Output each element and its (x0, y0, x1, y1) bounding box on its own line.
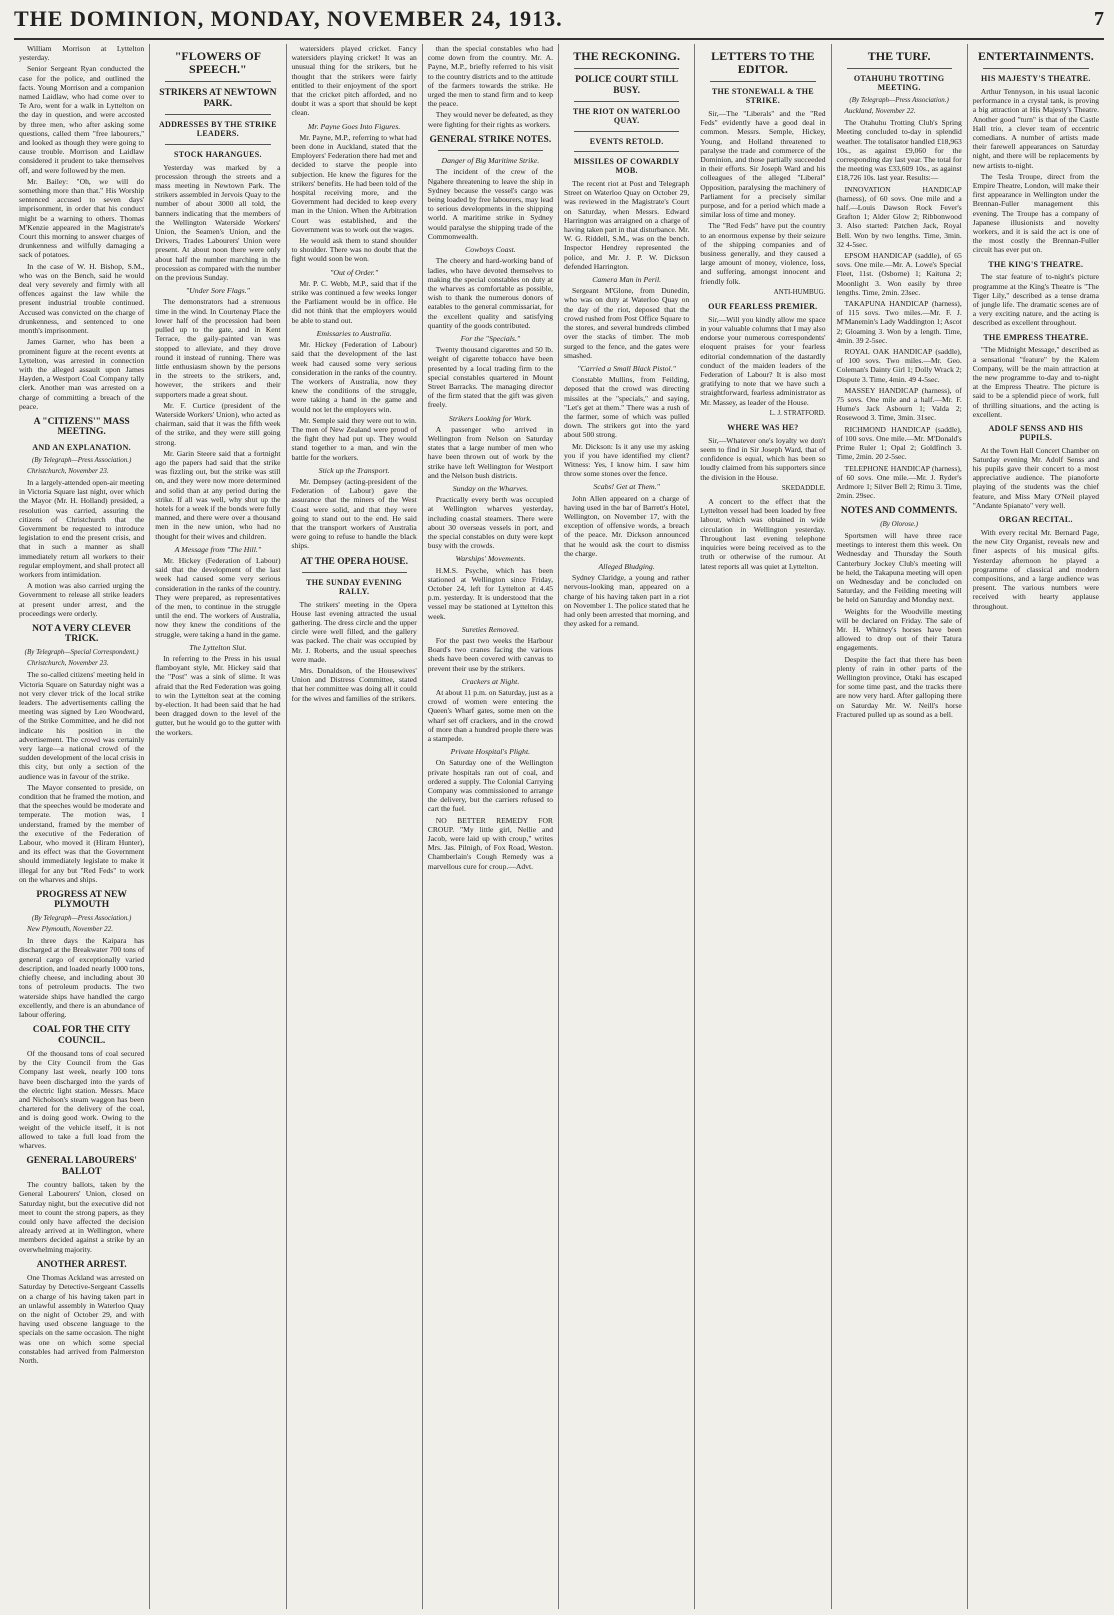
article-paragraph: One Thomas Ackland was arrested on Saturday by Detective-Sergeant Cassells on a charge of his having taken part in an unlawful assembly in Waterloo Quay on the night of October 29, and with having used obscene language to the specials on the same occasion. The night was one on which some special constables had arrived from Palmerston North. (19, 1273, 145, 1365)
article-paragraph: INNOVATION HANDICAP (harness), of 60 sovs. One mile and a half.—Louis Dawson Rock Fever's Grafton 1; Alder Glow 2; Ribbonwood 3. Also started: Patchen Jack, Royal Bell. Won by two lengths. Time, 3min. 32 4-5sec. (836, 184, 962, 249)
column-3 (287, 44, 423, 1609)
article-paragraph: With every recital Mr. Bernard Page, the new City Organist, reveals new and finer aspects of his musical gifts. Yesterday afternoon he played a programme of classical and modern compositions, and a large audience was present. The various numbers were received with hearty applause throughout. (972, 527, 1099, 611)
article-headline: A "CITIZENS'" MASS MEETING. (33, 416, 130, 438)
dateline: Christchurch, November 23. (27, 659, 109, 668)
dateline: Auckland, November 22. (844, 106, 916, 115)
section-headline: LETTERS TO THE EDITOR. (711, 49, 815, 77)
column-6 (695, 44, 831, 1609)
article-paragraph: Arthur Tennyson, in his usual laconic performance in a crystal tank, is proving a big attraction at His Majesty's Theatre. Another good "turn" is that of the Castle Hall trio, a clever team of eccentric comedians. A number of artists made their farewell appearances on Saturday night, and there will be replacements by new artists to-night. (972, 86, 1099, 170)
article-paragraph: The cheery and hard-working band of ladies, who have devoted themselves to making the special constables on duty at the wharves as comfortable as possible, wish to thank the numerous donors of eatables to the general commissariat, for the excellent quality and satisfying quantity of the goods contributed. (427, 256, 553, 330)
sub-headline: OTAHUHU TROTTING MEETING. (853, 74, 945, 92)
article-headline: STRIKERS AT NEWTOWN PARK. (159, 88, 277, 109)
article-paragraph: At the Town Hall Concert Chamber on Saturday evening Mr. Adolf Senss and his pupils gave their concert to a most appreciative audience. The pianoforte playing of the students was the chief feature, and Miss Mary O'Neil played "Andante Spianato" very well. (972, 445, 1099, 510)
article-headline: AT THE OPERA HOUSE. (300, 556, 408, 567)
article-paragraph: In referring to the Press in his usual flamboyant style, Mr. Hickey said that the "Post" was a sink of slime. It was afraid that the Red Federation was going to win the Lyttelton seat at the coming by-election. It had been said that he had been dragged down to the level of the gutter, but he would go to the gutter with the workers. (155, 654, 281, 737)
subheading: "Carried a Small Black Pistol." (577, 363, 676, 373)
subheading: Camera Man in Peril. (592, 275, 662, 285)
article-headline: NOTES AND COMMENTS. (840, 506, 958, 517)
article-paragraph: Despite the fact that there has been plenty of rain in other parts of the Wellington province, Otaki has escaped for some time past, and the tracks there are now very hard. After galloping there on Saturday Mr. W. Neill's horse Fractured pulled up as sound as a bell. (836, 654, 962, 719)
sub-headline: STOCK HARANGUES. (173, 149, 262, 159)
sub-headline: WHERE WAS HE? (727, 423, 799, 433)
article-paragraph: Mr. Hickey (Federation of Labour) said that the development of the last week had caused some very serious consideration in the ranks of the country. They were prepared, as representatives of the men, to continue in the struggle until the end. The workers of Australia, now they knew the conditions of the struggle, were taking a hand in the game. (155, 555, 281, 639)
article-paragraph: Mr. Payne, M.P., referring to what had been done in Auckland, stated that the Employers' Federation there had met and decided to starve the people into subjection. He knew the figures for the strikers' benefits. He had been told of the hospital receiving more, and the Government had decided to keep every man in the Union. When the Arbitration Court was established, and the Government was to work out the wages. (291, 132, 417, 234)
column-1 (14, 44, 150, 1609)
sub-headline: EVENTS RETOLD. (589, 136, 664, 146)
sub-headline: MISSILES OF COWARDLY MOB. (573, 157, 680, 176)
byline: (By Telegraph—Press Association.) (849, 95, 949, 104)
divider-rule (710, 81, 815, 82)
masthead (14, 0, 1104, 40)
subheading: Warships' Movements. (455, 554, 526, 564)
subheading: Sureties Removed. (461, 624, 520, 634)
article-paragraph: A passenger who arrived in Wellington from Nelson on Saturday states that a large number of men who have been thrown out of work by the strike have left Wellington for Westport and the Nelson bush districts. (427, 424, 553, 480)
article-paragraph: On Saturday one of the Wellington private hospitals ran out of coal, and ordered a supply. The Colonial Carrying Company was commissioned to arrange the delivery, but the carriers refused to cart the fuel. (427, 758, 553, 814)
article-paragraph: Mr. P. C. Webb, M.P., said that if the strike was continued a few weeks longer the Parliament would be in office. He did not think that the employers would be able to stand out. (291, 278, 417, 325)
newspaper-columns (14, 44, 1104, 1609)
article-paragraph: ROYAL OAK HANDICAP (saddle), of 100 sovs. Two miles.—Mr. Geo. Coleman's Dainty Girl 1; Dolly Wrack 2; Dispute 3. Time, 4min. 49 4-5sec. (836, 347, 962, 384)
article-paragraph: Sportsmen will have three race meetings to interest them this week. On Wednesday and Thursday the South Canterbury Jockey Club's meeting will be held, the Takapuna meeting will open on Wednesday and be concluded on Saturday, and the Feilding meeting will be held on Saturday and Monday next. (836, 530, 962, 605)
subheading: The Lyttelton Slut. (189, 642, 247, 652)
dateline: New Plymouth, November 22. (27, 925, 114, 934)
letter-signature: SKEDADDLE. (781, 483, 826, 492)
article-paragraph: Weights for the Woodville meeting will be declared on Friday. The sale of Mr. H. Whitney's horses have been allowed to drop out of their Tatura engagements. (836, 606, 962, 653)
subheading: Strikers Looking for Work. (448, 413, 532, 423)
article-paragraph: In the case of W. H. Bishop, S.M., who was on the Bench, said he would deal very severely and firmly with all offences against the law while the present industrial trouble continued. Accused was convicted on the charge of drunkenness, and sentenced to one month's imprisonment. (19, 261, 145, 336)
letter-signature: ANTI-HUMBUG. (773, 287, 826, 296)
divider-rule (847, 68, 952, 69)
article-paragraph: In a largely-attended open-air meeting in Victoria Square last night, over which the Mayor (Mr. H. Holland) presided, a resolution was carried, assuring the citizens of Christchurch that the Government be requested to introduce legislation to end the present crisis, and that in such a manner as shall immediately return all workers to their regular employment, and shall protect all workers from intimidation. (19, 478, 145, 580)
article-paragraph: "The Midnight Message," described as a sensational "feature" by the Kalem Company, will be the main attraction at the new programme to-day and to-night at the Empress Theatre. The picture is said to be a splendid piece of work, full of thrilling situations, and the acting is excellent. (972, 345, 1099, 419)
article-paragraph: A concert to the effect that the Lyttelton vessel had been loaded by free labour, which was obtained in wide circulation in Wellington yesterday. Throughout last evening telephone inquiries were being received as to the truth or otherwise of the rumour. At latest reports all was quiet at Lyttelton. (700, 497, 826, 571)
article-paragraph: For the past two weeks the Harbour Board's two cranes facing the various sheds have been covered with canvas to prevent their use by the strikers. (427, 636, 553, 673)
byline: (By Telegraph—Special Correspondent.) (24, 647, 139, 656)
article-paragraph: Mr. Garin Steere said that a fortnight ago the papers had said that the strike was fizzling out, but the strike was still on, and they were now more determined and solid than at any period during the strike. If all was well, why shut up the hotels for a week if the bonds were fully manned, and there were over a thousand men in the new union, who had no thought for their wives and children. (155, 448, 281, 541)
article-paragraph: Yesterday was marked by a procession through the streets and a mass meeting in Newtown Park. The strikers assembled in Jervois Quay to the number of about 3000 all told, the banners indicating that the members of the Wellington Waterside Workers' Union, the Seamen's Union, and the Drivers, Trades Labourers' Union were present. At about noon there were only about half the number marching in the procession as compared with the number on the previous Sunday. (155, 162, 281, 283)
section-headline: ENTERTAINMENTS. (978, 49, 1094, 63)
article-paragraph: Sydney Claridge, a young and rather nervous-looking man, appeared on a charge of his having taken part in a riot on November 1. The police stated that he had only been arrested that morning, and they asked for a remand. (564, 573, 690, 629)
article-paragraph: Mr. F. Curtice (president of the Waterside Workers' Union), who acted as chairman, said that it was the fifth week of the strike, and they were still going strong. (155, 400, 281, 447)
article-headline: GENERAL LABOURERS' BALLOT (26, 1156, 137, 1177)
article-paragraph: Mrs. Donaldson, of the Housewives' Union and Distress Committee, stated that her committee was doing all it could for the wives and families of the strikers. (291, 666, 417, 703)
sub-headline: ADDRESSES BY THE STRIKE LEADERS. (158, 120, 277, 139)
article-paragraph: The "Red Feds" have put the country to an enormous expense by their seizure of the shipping companies and of business generally, and they caused a large amount of money, violence, loss, and suffering, amongst innocent and friendly folk. (700, 221, 826, 286)
article-headline: NOT A VERY CLEVER TRICK. (32, 624, 132, 645)
column-7 (832, 44, 968, 1609)
article-paragraph: The country ballots, taken by the General Labourers' Union, closed on Saturday night, but the executive did not meet to count the strong papers, as they could only have affected the decision already arrived at in Wellington, where members decided against a strike by an overwhelming majority. (19, 1180, 145, 1254)
article-paragraph: Constable Mullins, from Feilding, deposed that the crowd was directing missiles at the "specials," and saying, "Let's get at them." There was a rush of the farmer, some of which was pulled down. The strikers got into the yard about 500 strong. (564, 375, 690, 440)
article-headline: COAL FOR THE CITY COUNCIL. (32, 1025, 131, 1046)
subheading: "Under Sore Flags." (185, 286, 250, 296)
article-paragraph: Of the thousand tons of coal secured by the City Council from the Gas Company last week, nearly 100 tons have been discharged into the yards of the electric light station. Messrs. Mace and Nicholson's steam waggon has been chartered for the delivery of the coal, and is doing good work. Owing to the weight of the vehicle itself, it is not allowed to take a full load from the wharves. (19, 1048, 145, 1151)
byline: (By Olorose.) (880, 519, 919, 528)
sub-headline: ORGAN RECITAL. (998, 515, 1073, 525)
section-headline: THE TURF. (867, 49, 931, 63)
sub-headline: THE STONEWALL & THE STRIKE. (711, 87, 814, 106)
divider-rule (438, 150, 543, 151)
article-paragraph: Mr. Semple said they were out to win. The men of New Zealand were proud of the fight they had put up. They would stand together to a man, and win the battle for the workers. (291, 415, 417, 462)
subheading: Sunday on the Wharves. (452, 483, 529, 493)
sub-headline: OUR FEARLESS PREMIER. (708, 302, 818, 312)
article-paragraph: Mr. Bailey: "Oh, we will do something more than that." His Worship sentenced accused to seven days' imprisonment, in order that his conduct might be a warning to others. Thomas M'Kenzie appeared in the Magistrate's Court this morning to answer charges of drunkenness and wilfully damaging a sack of potatoes. (19, 176, 145, 260)
divider-rule (165, 144, 270, 145)
subheading: Scabs! Get at Them." (593, 482, 660, 492)
sub-headline: THE EMPRESS THEATRE. (983, 332, 1089, 342)
article-paragraph: MASSEY HANDICAP (harness), of 75 sovs. One mile and a half.—Mr. F. Hume's Jack Asbourn 1; Valda 2; Rosewood 3. Time, 3min. 31sec. (836, 385, 962, 423)
article-paragraph: In three days the Kaipara has discharged at the Breakwater 700 tons of general cargo of exceptionally varied description, and loaded nearly 1000 tons, chiefly cheese, and including about 30 tons of petroleum products. The two waterside ships have handled the cargo excellently, and there is an abundance of labour offering. (19, 936, 145, 1019)
article-paragraph: Mr. Hickey (Federation of Labour) said that the development of the last week had caused some very serious consideration in the ranks of the country. The workers of Australia, now they knew the conditions of the struggle, were taking a hand in the game and would not let the employers win. (291, 340, 417, 414)
article-paragraph: Twenty thousand cigarettes and 50 lb. weight of cigarette tobacco have been presented by a local trading firm to the special constables quartered in Mount Street Barracks. The managing director of the firm stated that the gift was given freely. (427, 345, 553, 410)
article-paragraph: They would never be defeated, as they were fighting for their rights as workers. (427, 110, 553, 129)
divider-rule (983, 68, 1089, 69)
article-paragraph: TELEPHONE HANDICAP (harness), of 60 sovs. One mile.—Mr. J. Ryder's Ardmore 1; Silver Bell 2; Rimu 3. Time, 2min. 29sec. (836, 463, 962, 501)
subheading: Emissaries to Australia. (316, 328, 392, 338)
article-paragraph: The strikers' meeting in the Opera House last evening attracted the usual gathering. The dress circle and the upper circle were well filled, and the gallery was packed. The chair was occupied by Mr. J. Roberts, and the usual speeches were made. (291, 599, 417, 664)
article-paragraph: H.M.S. Psyche, which has been stationed at Wellington since Friday, October 24, left for Lyttelton at 4.45 p.m. yesterday. It is understood that the vessel may be stationed at Lyttelton this week. (427, 565, 553, 621)
article-paragraph: The recent riot at Post and Telegraph Street on Waterloo Quay on October 29, was reviewed in the Magistrate's Court on Saturday, when Messrs. Edward Harrington was arraigned on a charge of having taken part in that disturbance. Mr. W. G. Riddell, S.M., was on the bench. Inspector Hendrey represented the police, and Mr. J. P. W. Dickson defended Harrington. (564, 179, 690, 271)
sub-headline: THE KING'S THEATRE. (988, 259, 1084, 269)
sub-headline: ADOLF SENSS AND HIS PUPILS. (988, 424, 1084, 442)
subheading: Mr. Payne Goes Into Figures. (307, 121, 401, 131)
dateline: Christchurch, November 23. (27, 466, 109, 475)
article-paragraph: The Otahuhu Trotting Club's Spring Meeting concluded to-day in splendid weather. The totalisator handled £18,963 10s., as against £9,060 for the corresponding day last year. The total for the meeting was £33,609 10s., as against £18,726 10s. last year. Results:— (836, 118, 962, 183)
article-paragraph: Sir,—Whatever one's loyalty we don't seem to find in Sir Joseph Ward, that of confidence is equal, which has been so loudly claimed from his supporters since the division in the House. (700, 435, 826, 482)
article-headline: GENERAL STRIKE NOTES. (429, 134, 552, 145)
page-number: 7 (1094, 7, 1104, 30)
article-paragraph: Sir,—The "Liberals" and the "Red Feds" evidently have a good deal in common. Messrs. Semple, Hickey, Young, and Holland threatened to paralyse the trade and commerce of the Dominion, and those partially succeeded in their efforts. Sir Joseph Ward and his colleagues of the alleged "Liberal" Opposition, paralysing the machinery of Parliament for a precisely similar purpose, and for a period which made a similar loss of time and money. (700, 108, 826, 220)
article-paragraph: NO BETTER REMEDY FOR CROUP. "My little girl, Nellie and Jacob, were laid up with croup," writes Mrs. Jas. Pilnigh, of Fox Road, Weston. Chamberlain's Cough Remedy was a marvellous cure for croup.—Advt. (427, 815, 553, 871)
sub-headline: HIS MAJESTY'S THEATRE. (981, 74, 1091, 84)
article-paragraph: The so-called citizens' meeting held in Victoria Square on Saturday night was a not very clever trick of the local strike leaders. The advertisements calling the meeting was signed by Leo Woodward, of the Strike Committee, and he did not indicate his position in the advertisement. The crowd was certainly very large—a national crowd of the sudden development of the local crisis in this city, but only a section of the audience was in favour of the strike. (19, 670, 145, 781)
article-paragraph: The star feature of to-night's picture programme at the King's Theatre is "The Tiger Lily," described as a tense drama of jungle life. The dramatic scenes are of a very exciting nature, and the acting is described as excellent throughout. (972, 272, 1099, 328)
article-paragraph: Sir,—Will you kindly allow me space in your valuable columns that I may also endorse your numerous correspondents' eloquent praises for your fearless editorial condemnation of the dastardly conduct of the maiden leaders of the Federation of Labour? It is also most gratifying to note that we have such a straightforward, fearless administrator as Mr. Massey, as leader of the House. (700, 314, 826, 407)
article-headline: ANOTHER ARREST. (36, 1259, 127, 1270)
article-paragraph: RICHMOND HANDICAP (saddle), of 100 sovs. One mile.—Mr. M'Donald's Prime Ruler 1; Opal 2; Goldfinch 3. Time, 2min. 20 2-5sec. (836, 424, 962, 462)
column-4 (423, 44, 559, 1609)
article-paragraph: Senior Sergeant Ryan conducted the case for the police, and outlined the facts. Young Morrison and a companion named Laidlaw, who had come over to Te Aro, went for a walk in Lyttelton on the day in question, and were accosted by three men, who after asking some questions, called them "free labourers," and looked as though they were going to cause trouble. Morrison and Laidlaw considered it prudent to take themselves off, and were followed by the men. (19, 64, 145, 175)
column-2 (150, 44, 286, 1609)
divider-rule (165, 81, 270, 82)
section-headline: THE RECKONING. (573, 49, 680, 63)
article-paragraph: A motion was also carried urging the Government to release all strike leaders at present under arrest, and the proceedings were orderly. (19, 581, 145, 618)
divider-rule (574, 151, 679, 152)
subheading: "Out of Order." (330, 267, 379, 277)
article-paragraph: The demonstrators had a strenuous time in the wind. In Courtenay Place the lower half of the procession had been pulled up to the gate, and in Kent Terrace, the gaily-painted van was stopped to alleviate, and they drove round it instead of running. There was little enthusiasm shown by the persons in the streets to the strikers, and, however, the strikers and their supporters made a great shout. (155, 297, 281, 399)
article-paragraph: Mr. Dickson: Is it any use my asking you if you have identified my client? Witness: Yes, I know him. I saw him throw some stones over the fence. (564, 441, 690, 479)
article-paragraph: The Tesla Troupe, direct from the Empire Theatre, London, will make their first appearance in Wellington under the Brennan-Fuller management this evening. The Troupe has a company of Japanese illusionists and novelty workers, and it is said the act is one of the most costly the Brennan-Fuller circuit has ever put on. (972, 171, 1099, 255)
subheading: Danger of Big Maritime Strike. (441, 156, 540, 166)
subheading: Crackers at Night. (461, 676, 520, 686)
divider-rule (574, 131, 679, 132)
article-headline: POLICE COURT STILL BUSY. (575, 75, 679, 96)
divider-rule (165, 114, 270, 115)
sub-headline: THE RIOT ON WATERLOO QUAY. (572, 107, 681, 125)
byline: (By Telegraph—Press Association.) (31, 913, 132, 922)
article-paragraph: Mr. Dempsey (acting-president of the Federation of Labour) gave the assurance that the miners of the West Coast were solid, and that they were going to stand out to the end. He said that the transport workers of Australia were going to refuse to handle the black ships. (291, 476, 417, 551)
column-5 (559, 44, 695, 1609)
article-paragraph: At about 11 p.m. on Saturday, just as a crowd of women were entering the Queen's Wharf gates, some men on the wharf set off crackers, and in the crowd of more than a hundred people there was a stampede. (427, 688, 553, 744)
letter-signature: L. J. STRATFORD. (769, 408, 826, 417)
sub-headline: AND AN EXPLANATION. (32, 442, 131, 452)
byline: (By Telegraph—Press Association.) (31, 455, 132, 464)
newspaper-title: THE DOMINION, MONDAY, NOVEMBER 24, 1913. (14, 6, 563, 31)
article-paragraph: The Mayor consented to preside, on condition that he framed the motion, and that the speeches would be moderate and temperate. The motion was, I understand, framed by the member of the executive of the Federation of Labour, who moved it (Hiram Hunter), and its effect was that the Government should immediately legislate to make it illegal for any but "Red Feds" to work on the wharves and ships. (19, 782, 145, 884)
article-paragraph: He would ask them to stand shoulder to shoulder. There was no doubt that the fight would soon be won. (291, 236, 417, 264)
article-paragraph: Practically every berth was occupied at Wellington wharves yesterday, including coastal steamers. There were about 30 overseas vessels in port, and the special constables on duty were kept busy with the crowds. (427, 495, 553, 551)
article-paragraph: Sergeant M'Glone, from Dunedin, who was on duty at Waterloo Quay on the day of the riot, deposed that the crowd rushed from Post Office Square to the stores, and several hundreds climbed over the stacks of timber. The mob surged to the fence, and the gates were smashed. (564, 286, 690, 360)
subheading: For the "Specials." (460, 333, 521, 343)
divider-rule (574, 101, 679, 102)
subheading: Stick up the Transport. (318, 465, 390, 475)
article-paragraph: TAKAPUNA HANDICAP (harness), of 115 sovs. Two miles.—Mr. F. J. M'Manemin's Lady Waddington 1; Ascot 2; Gloaming 3. Won by a length. Time, 4min. 39 2-5sec. (836, 299, 962, 345)
article-paragraph: watersiders played cricket. Fancy watersiders playing cricket! It was an unusual thing for the strikers, but he thought that the strikers were fairly entitled to their enjoyment of the sport that the cricket pitch afforded, and no doubt it was a sport that should be kept clean. (291, 44, 417, 118)
subheading: Alleged Bludging. (598, 561, 655, 571)
divider-rule (574, 68, 679, 69)
article-paragraph: James Garner, who has been a prominent figure at the recent events at Lyttelton, was arrested in connection with the alleged assault upon James Hayden, a Westport Coal Company tally clerk. Another man was arrested on a charge of committing a breach of the peace. (19, 337, 145, 411)
article-paragraph: than the special constables who had come down from the country. Mr. A. Payne, M.P., briefly referred to his visit to the country districts and to the attitude of the farmers towards the strike. He urged the men to stand firm and to keep the peace. (427, 44, 553, 109)
subheading: A Message from "The Hill." (174, 544, 262, 554)
section-headline: "FLOWERS OF SPEECH." (174, 49, 262, 77)
subheading: Cowboys Coast. (465, 245, 516, 255)
article-headline: PROGRESS AT NEW PLYMOUTH (36, 890, 127, 911)
subheading: Private Hospital's Plight. (450, 747, 531, 757)
article-paragraph: William Morrison at Lyttelton yesterday. (19, 44, 145, 63)
divider-rule (302, 572, 407, 573)
article-paragraph: EPSOM HANDICAP (saddle), of 65 sovs. One mile.—Mr. A. Lowe's Special Fleet, 11st. (Osborne) 1; Kaituna 2; Moonlight 3. Won easily by three lengths. Time, 2min. 23sec. (836, 251, 962, 297)
article-paragraph: John Allen appeared on a charge of having used in the bar of Barrett's Hotel, Wellington, on November 17, with the exception of offensive words, a breach of the peace. Mr. Dickson announced that he would ask the court to dismiss the charge. (564, 493, 690, 558)
column-8 (968, 44, 1104, 1609)
article-paragraph: The incident of the crew of the Ngahere threatening to leave the ship in Sydney because the vessel's cargo was being loaded by free labourers, may lead to serious developments in the shipping world. A maritime strike in Sydney would paralyse the shipping trade of the Commonwealth. (427, 167, 553, 241)
sub-headline: THE SUNDAY EVENING RALLY. (306, 578, 403, 596)
